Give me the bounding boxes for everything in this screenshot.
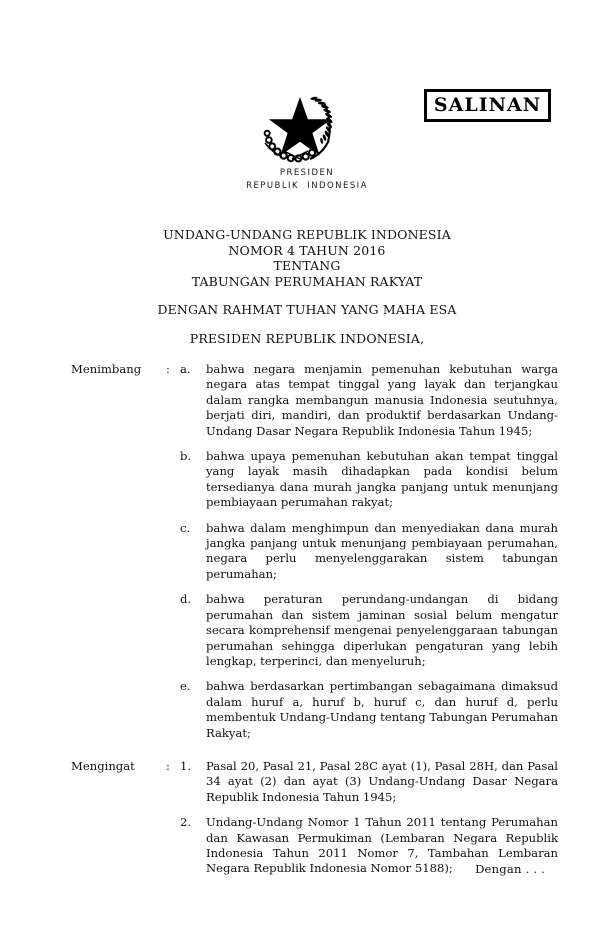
menimbang-item-marker-d: d.: [180, 592, 192, 607]
document-title-block: [0, 227, 614, 346]
president-caption-line-2: REPUBLIK INDONESIA: [246, 181, 368, 191]
president-caption-line-1: PRESIDEN: [279, 168, 335, 178]
menimbang-item-marker-b: b.: [180, 449, 192, 464]
title-line-number: NOMOR 4 TAHUN 2016: [228, 242, 386, 258]
menimbang-item-text-a: bahwa negara menjamin pemenuhan kebutuhan warga negara atas tempat tinggal yang layak dan terjangkau dalam rangka membangun manusia Indonesia seutuhnya, berjati diri, mandiri, dan produktif berdasarkan Undang-Undang Dasar Negara Republik Indonesia Tahun 1945;: [206, 362, 558, 438]
menimbang-item-marker-c: c.: [180, 520, 191, 535]
title-line-tentang: TENTANG: [273, 258, 341, 273]
menimbang-item-d: [0, 592, 614, 669]
menimbang-row: [0, 362, 614, 439]
menimbang-item-c: [0, 521, 614, 583]
mengingat-item-text-1: Pasal 20, Pasal 21, Pasal 28C ayat (1), Pasal 28H, dan Pasal 34 ayat (2) dan ayat (3) Undang-Undang Dasar Negara Republik Indonesia Tahun 1945;: [206, 758, 558, 804]
menimbang-item-text-b: bahwa upaya pemenuhan kebutuhan akan tempat tinggal yang layak masih dihadapkan pada kondisi belum tersedianya dana murah jangka panjang untuk menunjang pembiayaan perumahan rakyat;: [206, 449, 558, 510]
presidential-seal-icon: [256, 84, 344, 166]
clauses-section: [0, 362, 614, 877]
mengingat-row: [0, 759, 614, 805]
title-line-president: PRESIDEN REPUBLIK INDONESIA,: [189, 330, 425, 346]
menimbang-item-e: [0, 679, 614, 741]
mengingat-item-marker-1: 1.: [180, 758, 192, 773]
president-caption: [0, 167, 614, 193]
title-line-law-name: UNDANG-UNDANG REPUBLIK INDONESIA: [163, 227, 451, 242]
mengingat-item-marker-2: 2.: [180, 815, 192, 830]
mengingat-colon: :: [166, 758, 170, 773]
title-line-subject: TABUNGAN PERUMAHAN RAKYAT: [191, 273, 423, 289]
menimbang-item-text-e: bahwa berdasarkan pertimbangan sebagaimana dimaksud dalam huruf a, huruf b, huruf c, dan huruf d, perlu membentuk Undang-Undang tentang Tabungan Perumahan Rakyat;: [206, 679, 558, 740]
page-catchword: Dengan . . .: [475, 862, 545, 876]
menimbang-label: Menimbang: [71, 362, 142, 376]
menimbang-item-marker-e: e.: [180, 679, 191, 694]
menimbang-item-b: [0, 449, 614, 511]
mengingat-label: Mengingat: [71, 758, 135, 773]
menimbang-item-text-c: bahwa dalam menghimpun dan menyediakan dana murah jangka panjang untuk menunjang pembiayaan perumahan, negara perlu menyelenggarakan sistem tabungan perumahan;: [206, 520, 558, 581]
salinan-stamp-label: SALINAN: [433, 94, 542, 116]
salinan-stamp: [424, 89, 551, 122]
menimbang-colon: :: [166, 362, 170, 376]
menimbang-item-text-d: bahwa peraturan perundang-undangan di bidang perumahan dan sistem jaminan sosial belum mengatur secara komprehensif mengenai penyelenggaraan tabungan perumahan sehingga diperlukan pengaturan yang lebih lengkap, terperinci, dan menyeluruh;: [206, 592, 558, 668]
title-line-blessing: DENGAN RAHMAT TUHAN YANG MAHA ESA: [157, 302, 457, 317]
menimbang-item-marker-a: a.: [180, 362, 191, 376]
mengingat-item-text-2: Undang-Undang Nomor 1 Tahun 2011 tentang Perumahan dan Kawasan Permukiman (Lembaran Negara Republik Indonesia Tahun 2011 Nomor 7, Tambahan Lembaran Negara Republik Indonesia Nomor 5188);: [206, 815, 558, 876]
